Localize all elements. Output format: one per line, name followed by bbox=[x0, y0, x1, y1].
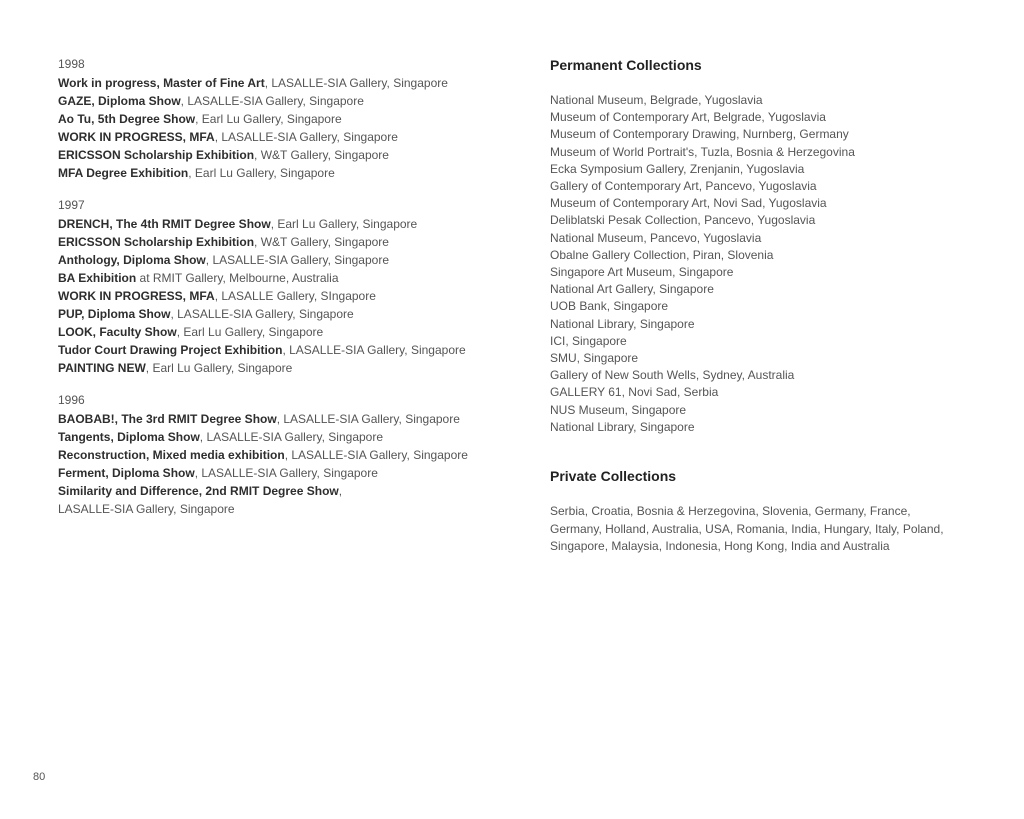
collection-item: Deliblatski Pesak Collection, Pancevo, Yugoslavia bbox=[550, 213, 816, 228]
exhibition-entry bbox=[58, 110, 498, 128]
exhibition-entry bbox=[58, 410, 498, 428]
exhibition-venue: , LASALLE-SIA Gallery, Singapore bbox=[214, 130, 398, 144]
collection-item: GALLERY 61, Novi Sad, Serbia bbox=[550, 385, 719, 400]
collection-item: Gallery of Contemporary Art, Pancevo, Yugoslavia bbox=[550, 179, 817, 194]
collection-item: National Library, Singapore bbox=[550, 419, 695, 434]
collection-item: National Art Gallery, Singapore bbox=[550, 282, 714, 297]
collection-item: Museum of World Portrait's, Tuzla, Bosnia & Herzegovina bbox=[550, 144, 855, 159]
collection-item: National Museum, Belgrade, Yugoslavia bbox=[550, 93, 763, 107]
exhibition-venue: , LASALLE-SIA Gallery, Singapore bbox=[199, 430, 384, 444]
exhibition-venue: , LASALLE-SIA Gallery, Singapore bbox=[276, 412, 460, 426]
exhibition-venue: at RMIT Gallery, Melbourne, Australia bbox=[136, 271, 339, 285]
private-collections-line: Germany, Holland, Australia, USA, Romania, India, Hungary, Italy, Poland, bbox=[550, 521, 944, 536]
exhibition-venue: , W&T Gallery, Singapore bbox=[254, 148, 389, 162]
private-collections-text bbox=[550, 503, 980, 556]
exhibition-venue: , bbox=[338, 484, 343, 498]
exhibition-history bbox=[58, 56, 498, 533]
exhibition-title: Tangents, Diploma Show bbox=[58, 430, 200, 444]
collection-item: Obalne Gallery Collection, Piran, Slovenia bbox=[550, 247, 774, 262]
exhibition-venue: , W&T Gallery, Singapore bbox=[254, 235, 389, 249]
exhibition-title: Ferment, Diploma Show bbox=[58, 466, 195, 480]
exhibition-entry bbox=[58, 323, 498, 341]
collection-item: National Library, Singapore bbox=[550, 316, 695, 331]
collection-item: UOB Bank, Singapore bbox=[550, 299, 669, 314]
exhibition-title: PUP, Diploma Show bbox=[58, 307, 171, 321]
private-collections-line: Singapore, Malaysia, Indonesia, Hong Kong, India and Australia bbox=[550, 539, 890, 554]
exhibition-entry bbox=[58, 164, 498, 182]
exhibition-entry bbox=[58, 74, 498, 92]
exhibition-title: WORK IN PROGRESS, MFA bbox=[58, 130, 215, 144]
collection-item: NUS Museum, Singapore bbox=[550, 402, 687, 417]
collection-item: Gallery of New South Wells, Sydney, Australia bbox=[550, 368, 795, 383]
exhibition-venue-continued: LASALLE-SIA Gallery, Singapore bbox=[58, 502, 235, 516]
exhibition-title: Similarity and Difference, 2nd RMIT Degree Show bbox=[58, 484, 339, 498]
exhibition-entry bbox=[58, 464, 498, 482]
collection-item: Museum of Contemporary Drawing, Nurnberg, Germany bbox=[550, 127, 849, 142]
exhibition-title: BA Exhibition bbox=[58, 271, 137, 285]
exhibition-title: ERICSSON Scholarship Exhibition bbox=[58, 235, 255, 249]
exhibition-title: Reconstruction, Mixed media exhibition bbox=[58, 448, 285, 462]
exhibition-entry bbox=[58, 146, 498, 164]
exhibition-title: GAZE, Diploma Show bbox=[58, 94, 181, 108]
exhibition-venue: , LASALLE-SIA Gallery, Singapore bbox=[170, 307, 354, 321]
exhibition-title: Tudor Court Drawing Project Exhibition bbox=[58, 343, 283, 357]
private-collections-heading: Private Collections bbox=[550, 468, 677, 485]
year-block-1997 bbox=[58, 197, 498, 377]
exhibition-entry bbox=[58, 428, 498, 446]
exhibition-title: BAOBAB!, The 3rd RMIT Degree Show bbox=[58, 412, 277, 426]
exhibition-venue: , LASALLE-SIA Gallery, Singapore bbox=[264, 76, 448, 90]
year-block-1998 bbox=[58, 56, 498, 182]
exhibition-venue: , Earl Lu Gallery, Singapore bbox=[145, 361, 293, 375]
exhibition-title: WORK IN PROGRESS, MFA bbox=[58, 289, 215, 303]
exhibition-entry bbox=[58, 269, 498, 287]
exhibition-entry bbox=[58, 341, 498, 359]
exhibition-title: MFA Degree Exhibition bbox=[58, 166, 189, 180]
exhibition-venue: , LASALLE-SIA Gallery, Singapore bbox=[282, 343, 466, 357]
exhibition-title: LOOK, Faculty Show bbox=[58, 325, 177, 339]
exhibition-title: Ao Tu, 5th Degree Show bbox=[58, 112, 196, 126]
year-heading: 1996 bbox=[58, 393, 85, 407]
year-block-1996 bbox=[58, 392, 498, 518]
exhibition-venue: , Earl Lu Gallery, Singapore bbox=[270, 217, 418, 231]
collection-item: Museum of Contemporary Art, Novi Sad, Yugoslavia bbox=[550, 196, 827, 211]
exhibition-entry bbox=[58, 128, 498, 146]
collection-item: SMU, Singapore bbox=[550, 351, 639, 366]
collections bbox=[550, 56, 980, 556]
exhibition-entry bbox=[58, 287, 498, 305]
exhibition-venue: , LASALLE-SIA Gallery, Singapore bbox=[284, 448, 468, 462]
exhibition-title: DRENCH, The 4th RMIT Degree Show bbox=[58, 217, 271, 231]
exhibition-entry bbox=[58, 305, 498, 323]
year-heading: 1998 bbox=[58, 57, 85, 71]
page-number: 80 bbox=[33, 771, 46, 783]
exhibition-entry bbox=[58, 446, 498, 464]
exhibition-venue: , LASALLE-SIA Gallery, Singapore bbox=[205, 253, 389, 267]
exhibition-title: Anthology, Diploma Show bbox=[58, 253, 206, 267]
exhibition-venue: , LASALLE Gallery, SIngapore bbox=[214, 289, 376, 303]
exhibition-title: PAINTING NEW bbox=[58, 361, 146, 375]
exhibition-title: Work in progress, Master of Fine Art bbox=[58, 76, 265, 90]
exhibition-entry bbox=[58, 215, 498, 233]
collection-item: National Museum, Pancevo, Yugoslavia bbox=[550, 230, 762, 245]
collection-item: Ecka Symposium Gallery, Zrenjanin, Yugoslavia bbox=[550, 161, 805, 176]
exhibition-entry bbox=[58, 359, 498, 377]
collection-item: ICI, Singapore bbox=[550, 333, 627, 348]
permanent-collections-heading: Permanent Collections bbox=[550, 57, 702, 73]
exhibition-entry bbox=[58, 482, 498, 518]
permanent-collections-list bbox=[550, 92, 980, 436]
collection-item: Singapore Art Museum, Singapore bbox=[550, 265, 734, 280]
exhibition-title: ERICSSON Scholarship Exhibition bbox=[58, 148, 255, 162]
exhibition-venue: , LASALLE-SIA Gallery, Singapore bbox=[194, 466, 378, 480]
exhibition-entry bbox=[58, 92, 498, 110]
exhibition-venue: , LASALLE-SIA Gallery, Singapore bbox=[180, 94, 364, 108]
exhibition-entry bbox=[58, 233, 498, 251]
exhibition-venue: , Earl Lu Gallery, Singapore bbox=[195, 112, 342, 126]
exhibition-entry bbox=[58, 251, 498, 269]
private-collections-line: Serbia, Croatia, Bosnia & Herzegovina, Slovenia, Germany, France, bbox=[550, 504, 911, 519]
exhibition-venue: , Earl Lu Gallery, Singapore bbox=[176, 325, 324, 339]
exhibition-venue: , Earl Lu Gallery, Singapore bbox=[188, 166, 335, 180]
collection-item: Museum of Contemporary Art, Belgrade, Yugoslavia bbox=[550, 110, 826, 125]
year-heading: 1997 bbox=[58, 198, 85, 212]
